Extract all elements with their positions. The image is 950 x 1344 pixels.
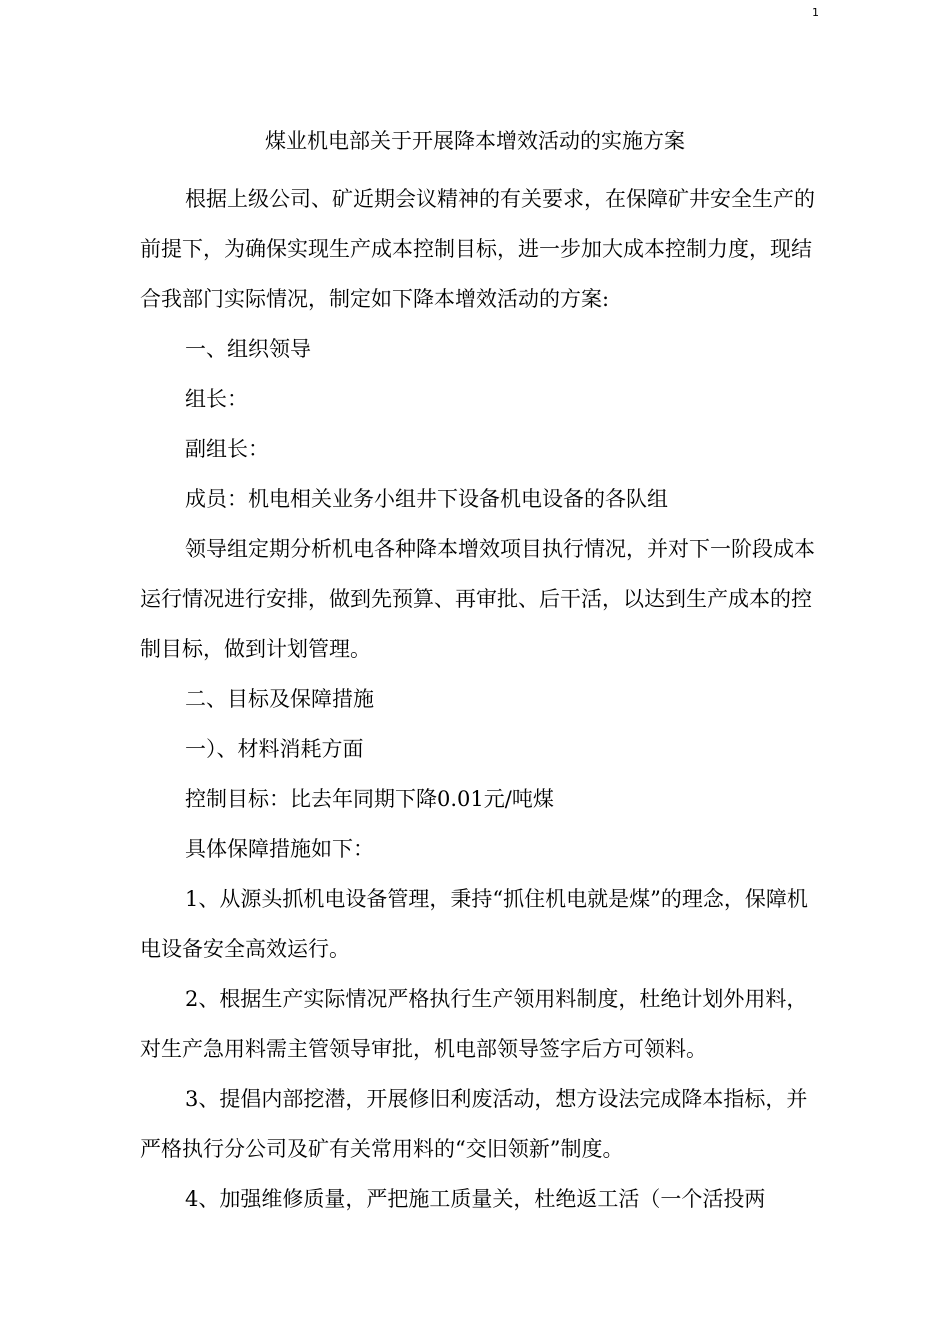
- list-item-measure-3: 3、提倡内部挖潜，开展修旧利废活动，想方设法完成降本指标，并严格执行分公司及矿有关常用料的“交旧领新”制度。: [140, 1087, 808, 1161]
- document-body: [140, 174, 820, 1224]
- paragraph-intro: 根据上级公司、矿近期会议精神的有关要求，在保障矿井安全生产的前提下，为确保实现生产成本控制目标，进一步加大成本控制力度，现结合我部门实际情况，制定如下降本增效活动的方案:: [140, 187, 815, 311]
- document-title: 煤业机电部关于开展降本增效活动的实施方案: [265, 129, 685, 153]
- list-item-measure-2: 2、根据生产实际情况严格执行生产领用料制度，杜绝计划外用料，对生产急用料需主管领导审批，机电部领导签字后方可领料。: [140, 987, 808, 1061]
- page-number: 1: [812, 6, 819, 19]
- section-heading-organization: 一、组织领导: [185, 337, 311, 361]
- section-heading-goals: 二、目标及保障措施: [185, 687, 374, 711]
- paragraph-leadership-duties: 领导组定期分析机电各种降本增效项目执行情况，并对下一阶段成本运行情况进行安排，做到先预算、再审批、后干活，以达到生产成本的控制目标，做到计划管理。: [140, 537, 815, 661]
- list-item-measure-4: 4、加强维修质量，严把施工质量关，杜绝返工活（一个活投两: [185, 1187, 766, 1211]
- paragraph-deputy-leader: 副组长：: [185, 437, 269, 461]
- paragraph-members: 成员：机电相关业务小组井下设备机电设备的各队组: [185, 487, 668, 511]
- paragraph-control-target: 控制目标：比去年同期下降0.01元/吨煤: [185, 787, 554, 811]
- paragraph-measures-intro: 具体保障措施如下：: [185, 837, 374, 861]
- paragraph-group-leader: 组长：: [185, 387, 248, 411]
- subsection-heading-materials: 一）、材料消耗方面: [185, 737, 364, 761]
- list-item-measure-1: 1、从源头抓机电设备管理，秉持“抓住机电就是煤”的理念，保障机电设备安全高效运行。: [140, 887, 808, 961]
